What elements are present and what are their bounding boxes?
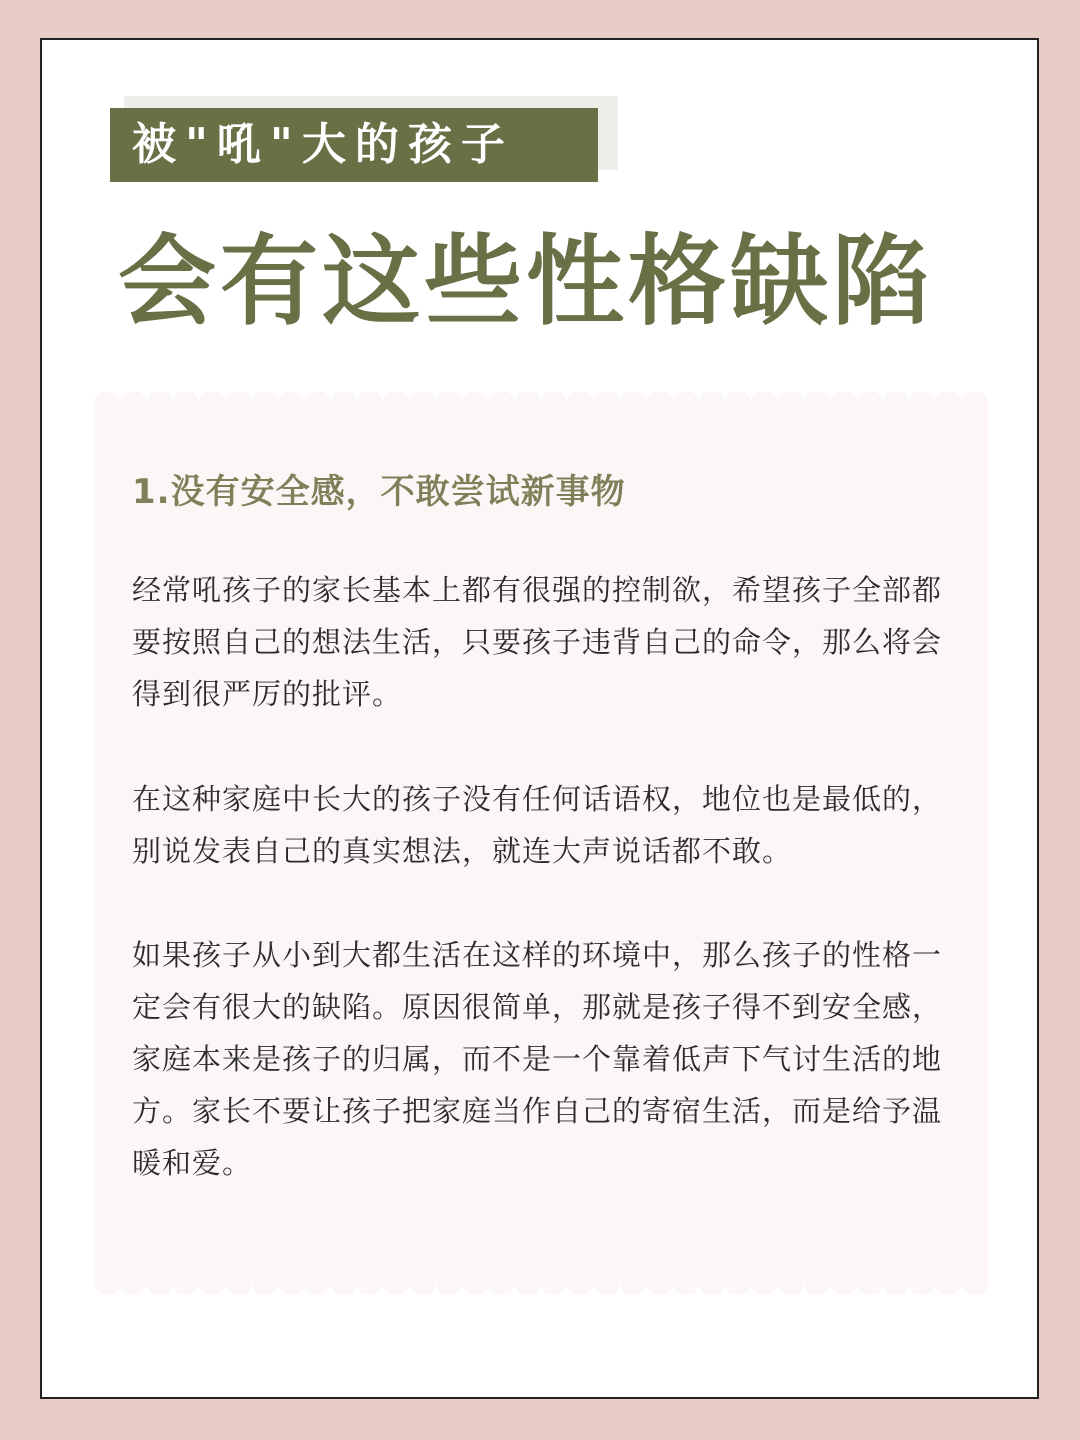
section-title: 1.没有安全感，不敢尝试新事物 xyxy=(132,472,626,512)
paragraph-3: 如果孩子从小到大都生活在这样的环境中，那么孩子的性格一定会有很大的缺陷。原因很简单，那就是孩子得不到安全感，家庭本来是孩子的归属，而不是一个靠着低声下气讨生活的地方。家长不要让孩子把家庭当作自己的寄宿生活，而是给予温暖和爱。 xyxy=(132,938,943,1180)
tag-banner xyxy=(110,96,618,186)
scallop-top-edge xyxy=(94,390,988,418)
headline: 会有这些性格缺陷 xyxy=(118,225,935,339)
paragraph-2: 在这种家庭中长大的孩子没有任何话语权，地位也是最低的，别说发表自己的真实想法，就连大声说话都不敢。 xyxy=(132,782,943,868)
tag-label: 被"吼"大的孩子 xyxy=(110,108,598,182)
paragraph-1: 经常吼孩子的家长基本上都有很强的控制欲，希望孩子全部都要按照自己的想法生活，只要孩子违背自己的命令，那么将会得到很严厉的批评。 xyxy=(132,573,943,711)
scallop-bottom-edge xyxy=(94,1268,988,1296)
